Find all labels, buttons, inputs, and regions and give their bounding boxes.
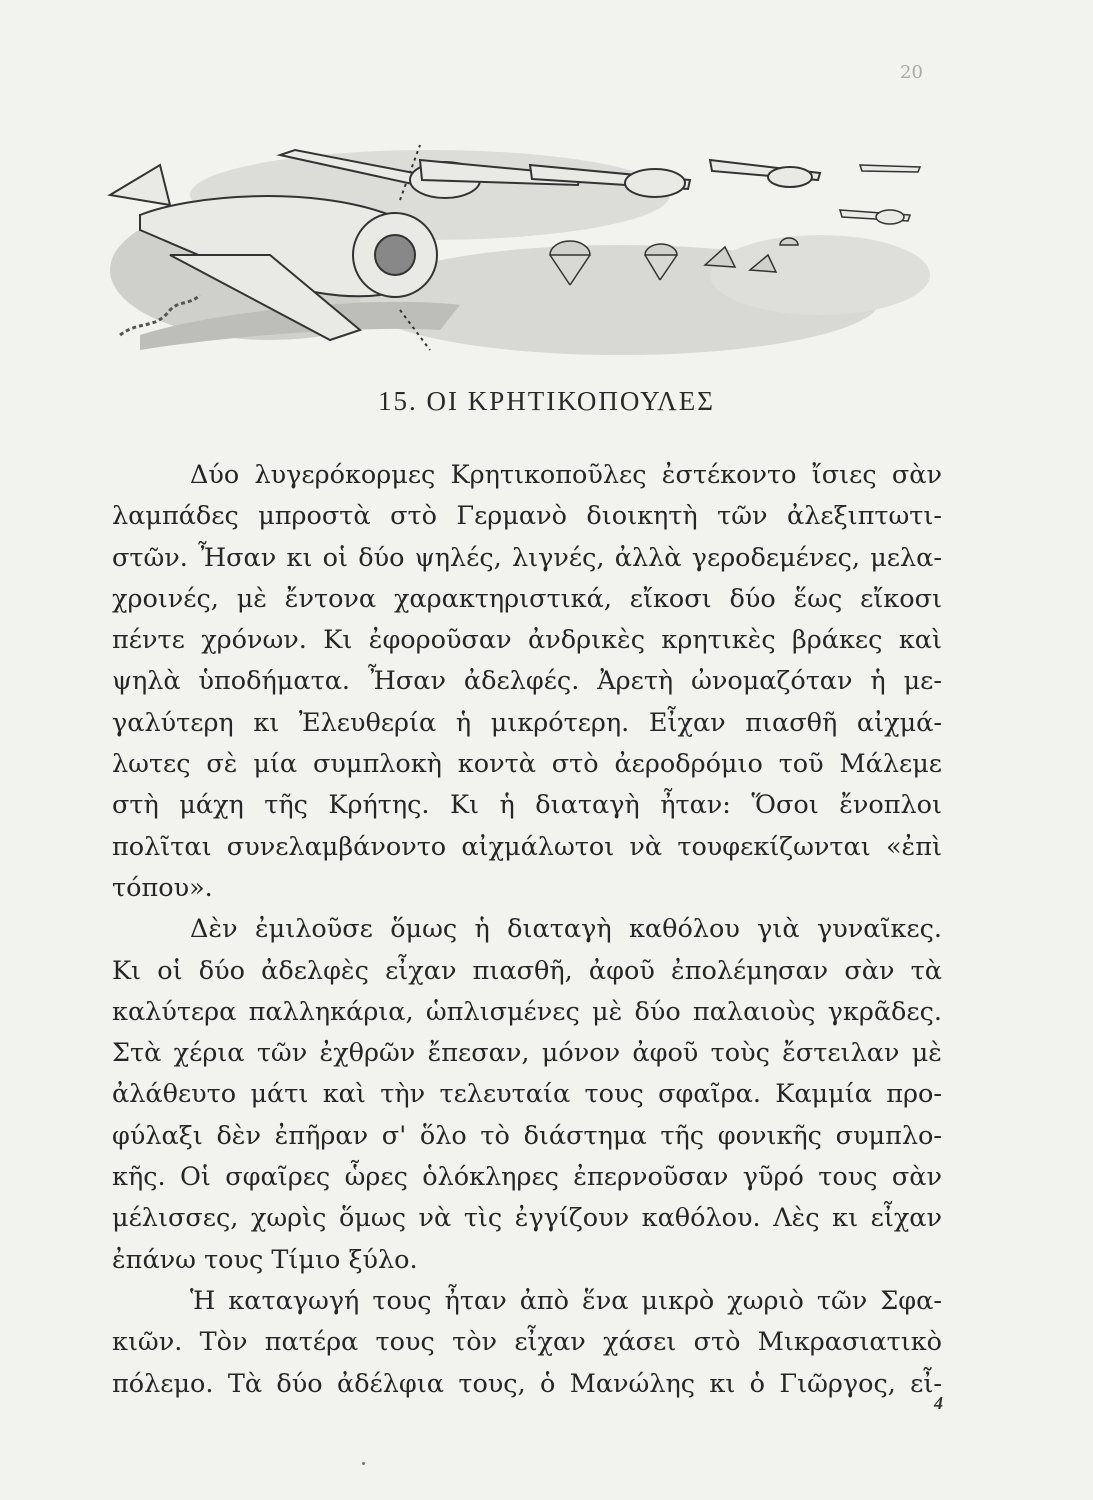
ghost-page-number: 20 <box>900 62 923 83</box>
dust-speck <box>362 1462 365 1465</box>
text-line: στὴ μάχη τῆς Κρήτης. Κι ἡ διαταγὴ ἦταν: Ὅσοι ἔνοπλοι <box>112 790 942 821</box>
text-line: Δὲν ἐμιλοῦσε ὅμως ἡ διαταγὴ καθόλου γιὰ γυναῖκες. <box>190 914 942 945</box>
text-line: γαλύτερη κι Ἐλευθερία ἡ μικρότερη. Εἶχαν πιασθῆ αἰχμά- <box>112 707 942 738</box>
text-line: ἐπάνω τους Τίμιο ξύλο. <box>112 1244 418 1275</box>
airplanes-illustration <box>100 105 940 360</box>
chapter-title: 15. ΟΙ ΚΡΗΤΙΚΟΠΟΥΛΕΣ <box>378 386 715 416</box>
text-line: πόλεμο. Τὰ δύο ἀδέλφια τους, ὁ Μανώλης κι ὁ Γιῶργος, εἶ- <box>112 1368 942 1399</box>
text-line: στῶν. Ἦσαν κι οἱ δύο ψηλές, λιγνές, ἀλλὰ γεροδεμένες, μελα- <box>112 542 942 573</box>
text-line: τόπου». <box>112 872 213 903</box>
text-line: κῆς. Οἱ σφαῖρες ὧρες ὁλόκληρες ἐπερνοῦσαν γῦρό τους σὰν <box>112 1162 942 1193</box>
text-line: φύλαξι δὲν ἐπῆραν σ' ὅλο τὸ διάστημα τῆς φονικῆς συμπλο- <box>112 1120 942 1151</box>
text-line: κιῶν. Τὸν πατέρα τους τὸν εἶχαν χάσει στὸ Μικρασιατικὸ <box>112 1327 942 1358</box>
text-line: Κι οἱ δύο ἀδελφὲς εἶχαν πιασθῆ, ἀφοῦ ἐπολέμησαν σὰν τὰ <box>112 955 942 986</box>
text-line: Ἡ καταγωγή τους ἦταν ἀπὸ ἕνα μικρὸ χωριὸ τῶν Σφα- <box>190 1285 942 1316</box>
page-number: 4 <box>934 1393 943 1413</box>
paragraph <box>112 455 942 909</box>
text-line: λαμπάδες μπροστὰ στὸ Γερμανὸ διοικητὴ τῶν ἀλεξιπτωτι- <box>112 501 942 532</box>
paragraph <box>112 909 942 1281</box>
text-line: χροινές, μὲ ἔντονα χαρακτηριστικά, εἴκοσι δύο ἕως εἴκοσι <box>112 583 942 614</box>
text-line: Δύο λυγερόκορμες Κρητικοποῦλες ἐστέκοντο ἴσιες σὰν <box>190 460 942 490</box>
paragraph <box>112 1281 942 1405</box>
text-line: πέντε χρόνων. Κι ἐφοροῦσαν ἀνδρικὲς κρητικὲς βράκες καὶ <box>112 625 942 656</box>
text-line: Στὰ χέρια τῶν ἐχθρῶν ἔπεσαν, μόνον ἀφοῦ τοὺς ἔστειλαν μὲ <box>112 1038 942 1069</box>
body-text <box>112 455 942 1405</box>
text-line: καλύτερα παλληκάρια, ὡπλισμένες μὲ δύο παλαιοὺς γκρᾶδες. <box>112 996 942 1027</box>
text-line: ψηλὰ ὑποδήματα. Ἦσαν ἀδελφές. Ἀρετὴ ὠνομαζόταν ἡ με- <box>112 666 942 697</box>
text-line: ἀλάθευτο μάτι καὶ τὴν τελευταία τους σφαῖρα. Καμμία προ- <box>112 1079 942 1110</box>
text-line: πολῖται συνελαμβάνοντο αἰχμάλωτοι νὰ τουφεκίζωνται «ἐπὶ <box>112 831 942 862</box>
text-line: μέλισσες, χωρὶς ὅμως νὰ τὶς ἐγγίζουν καθόλου. Λὲς κι εἶχαν <box>112 1203 942 1234</box>
text-line: λωτες σὲ μία συμπλοκὴ κοντὰ στὸ ἀεροδρόμιο τοῦ Μάλεμε <box>112 749 942 780</box>
